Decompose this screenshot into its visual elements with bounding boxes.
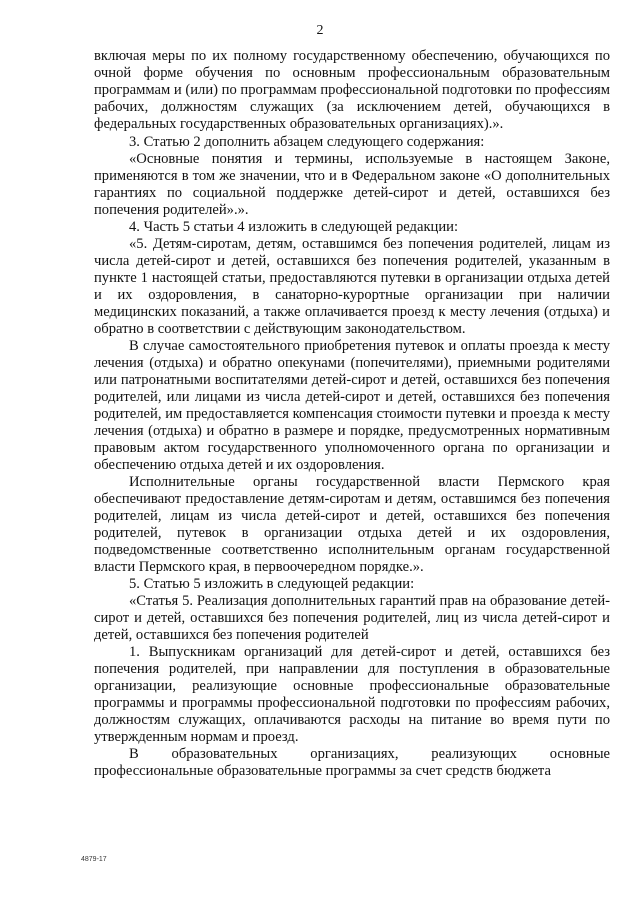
paragraph-item-3: 3. Статью 2 дополнить абзацем следующего содержания: [129, 134, 485, 150]
paragraph-part-5: «5. Детям-сиротам, детям, оставшимся без попечения родителей, лицам из числа детей-сирот и детей, оставшихся без попечения родителей, указанным в пункте 1 настоящей статьи, предоставляются путевки в организации отдыха детей и их оздоровления, в санаторно-курортные организации при наличии медицинских показаний, а также оплачивается проезд к месту лечения (отдыха) и обратно в соответствии с действующим законодательством. [94, 236, 610, 337]
paragraph-continuation: включая меры по их полному государственному обеспечению, обучающихся по очной форме обучения по основным профессиональным образовательным программам и (или) по программам профессиональной подготовки по профессиям рабочих, должностям служащих (за исключением детей, обучающихся в федеральных государственных образовательных организациях).». [94, 48, 610, 132]
paragraph-item-5: 5. Статью 5 изложить в следующей редакции: [129, 576, 415, 592]
document-code: 4879-17 [81, 856, 107, 863]
page-number: 2 [316, 23, 324, 38]
paragraph-item-4: 4. Часть 5 статьи 4 изложить в следующей редакции: [129, 219, 459, 235]
paragraph-educational-organizations: В образовательных организациях, реализующих основные профессиональные образовательные программы за счет средств бюджета [94, 746, 610, 779]
paragraph-executive-bodies: Исполнительные органы государственной власти Пермского края обеспечивают предоставление детям-сиротам и детям, оставшимся без попечения родителей, лицам из числа детей-сирот и детей, оставшихся без попечения родителей, путевок в организации отдыха детей и их оздоровления, подведомственные соответственно исполнительным органам государственной власти Пермского края, в первоочередном порядке.». [94, 474, 610, 575]
paragraph-article-5-title: «Статья 5. Реализация дополнительных гарантий прав на образование детей-сирот и детей, оставшихся без попечения родителей, лиц из числа детей-сирот и детей, оставшихся без попечения родителей [94, 593, 610, 643]
paragraph-definitions-quote: «Основные понятия и термины, используемые в настоящем Законе, применяются в том же значении, что и в Федеральном законе «О дополнительных гарантиях по социальной поддержке детей-сирот и детей, оставшихся без попечения родителей».». [94, 151, 610, 218]
paragraph-compensation: В случае самостоятельного приобретения путевок и оплаты проезда к месту лечения (отдыха) и обратно опекунами (попечителями), приемными родителями или патронатными воспитателями детей-сирот и детей, оставшихся без попечения родителей, или лицами из числа детей-сирот и детей, оставшихся без попечения родителей, им предоставляется компенсация стоимости путевки и проезда к месту лечения (отдыха) и обратно в размере и порядке, предусмотренных нормативным правовым актом государственного уполномоченного органа по организации и обеспечению отдыха детей и их оздоровления. [94, 338, 610, 473]
document-body [94, 48, 610, 780]
paragraph-article-5-point-1: 1. Выпускникам организаций для детей-сирот и детей, оставшихся без попечения родителей, при направлении для поступления в образовательные организации, реализующие основные профессиональные образовательные программы и программы профессиональной подготовки по профессиям рабочих, должностям служащих, оплачиваются расходы на питание во время пути по утвержденным нормам и проезд. [94, 644, 610, 745]
